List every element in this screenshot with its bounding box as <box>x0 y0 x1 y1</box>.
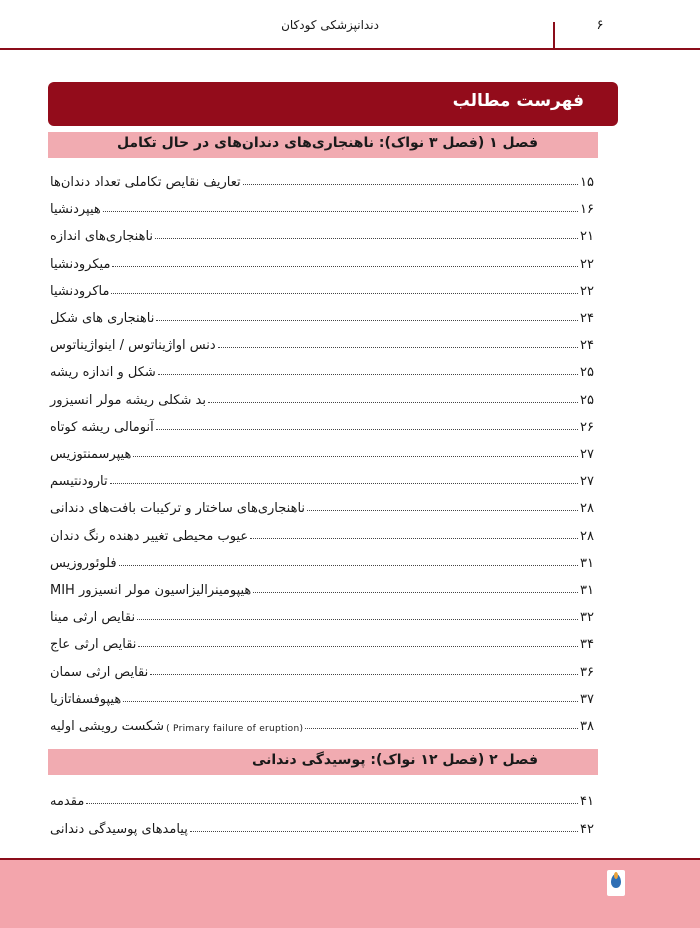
toc-entry-title: نقایص ارثی عاج <box>50 637 137 653</box>
dot-leader <box>190 830 578 832</box>
toc-entry-page: ۲۶ <box>580 419 594 435</box>
toc-entry[interactable] <box>48 576 600 598</box>
toc-entry[interactable] <box>48 658 600 680</box>
toc-entry-page: ۲۵ <box>580 365 594 381</box>
toc-entry-title: هیپوفسفاتازیا <box>50 691 122 707</box>
dot-leader <box>111 292 578 294</box>
toc-title: فهرست مطالب <box>452 91 584 111</box>
toc-entry-title: هیپرسمنتوزیس <box>50 447 132 462</box>
dot-leader <box>243 183 578 185</box>
toc-entry[interactable] <box>48 168 600 190</box>
dot-leader <box>156 319 578 321</box>
logo-flame-shape <box>614 872 618 879</box>
dot-leader <box>123 700 578 702</box>
chapter-label: فصل ۱ (فصل ۳ نواک): ناهنجاری‌های دندان‌های در حال تکامل <box>116 135 538 151</box>
running-header <box>0 0 700 50</box>
toc-entry-page: ۲۴ <box>580 338 594 354</box>
toc-entry[interactable] <box>48 304 600 326</box>
dot-leader <box>150 673 578 675</box>
toc-entry[interactable] <box>48 467 600 489</box>
header-separator <box>553 22 555 48</box>
toc-entry[interactable] <box>48 712 600 734</box>
toc-entry-title: عیوب محیطی تغییر دهنده رنگ دندان <box>50 528 249 544</box>
chapter-label: فصل ۲ (فصل ۱۲ نواک): پوسیدگی دندانی <box>251 752 538 768</box>
dot-leader <box>156 428 578 430</box>
dot-leader <box>133 455 578 457</box>
toc-entry[interactable] <box>48 630 600 652</box>
toc-entry-page: ۳۷ <box>580 691 594 707</box>
toc-entry[interactable] <box>48 277 600 299</box>
toc-entry-title: نقایص ارثی سمان <box>50 664 149 680</box>
toc-entry-page: ۳۸ <box>580 719 594 734</box>
toc-entry-title: ناهنجاری‌های اندازه <box>50 229 154 245</box>
toc-entry-page: ۲۲ <box>580 256 594 272</box>
toc-entry[interactable] <box>48 250 600 272</box>
dot-leader <box>119 564 578 566</box>
toc-entry-page: ۲۲ <box>580 283 594 299</box>
running-title: دندانپزشکی کودکان <box>281 18 379 32</box>
toc-entry[interactable] <box>48 603 600 625</box>
toc-entry[interactable] <box>48 331 600 353</box>
toc-entry[interactable] <box>48 522 600 544</box>
page-number: ۶ <box>596 18 604 33</box>
dot-leader <box>250 537 578 539</box>
toc-entry-title: تعاریف نقایص تکاملی تعداد دندان‌ها <box>50 175 241 190</box>
toc-entry-page: ۳۴ <box>580 637 594 653</box>
toc-entry-title: شکل و اندازه ریشه <box>50 365 156 381</box>
toc-entry-title: دنس اواژیناتوس / اینواژیناتوس <box>50 338 216 354</box>
toc-entry-page: ۲۴ <box>580 311 594 326</box>
toc-entry[interactable] <box>48 685 600 707</box>
dot-leader <box>307 509 578 511</box>
dot-leader <box>218 346 578 348</box>
toc-entry-page: ۳۱ <box>580 583 594 598</box>
dot-leader <box>110 482 578 484</box>
toc-entry-page: ۱۵ <box>580 175 594 190</box>
toc-title-banner <box>48 82 618 126</box>
toc-entry[interactable] <box>48 440 600 462</box>
dot-leader <box>103 210 578 212</box>
toc-entry-title: میکرودنشیا <box>50 256 111 272</box>
toc-entry[interactable] <box>48 815 600 837</box>
toc-entry-page: ۲۱ <box>580 229 594 245</box>
toc-entry-latin-term: ( Primary failure of eruption) <box>166 724 304 734</box>
dot-leader <box>253 591 578 593</box>
toc-entry-title: ناهنجاری‌های ساختار و ترکیبات بافت‌های دندانی <box>50 501 306 517</box>
toc-entry-page: ۳۲ <box>580 610 594 626</box>
dot-leader <box>208 401 578 403</box>
publisher-logo-icon <box>607 870 625 896</box>
toc-entry[interactable] <box>48 386 600 408</box>
toc-entry[interactable] <box>48 413 600 435</box>
dot-leader <box>86 802 578 804</box>
toc-entry-title: هیپردنشیا <box>50 202 101 218</box>
toc-entry-title: نقایص ارثی مینا <box>50 610 136 626</box>
toc-entry[interactable] <box>48 787 600 809</box>
toc-entry-title: آنومالی ریشه کوتاه <box>50 419 154 435</box>
toc-entry-title: بد شکلی ریشه مولر انسیزور <box>50 392 206 408</box>
toc-entry-title: ماکرودنشیا <box>50 283 110 299</box>
toc-entry-page: ۲۸ <box>580 528 594 544</box>
dot-leader <box>158 373 578 375</box>
chapter-heading-1[interactable] <box>48 132 598 158</box>
toc-entry-title: ناهنجاری های شکل <box>50 311 155 326</box>
toc-entry-title: هیپومینرالیزاسیون مولر انسیزور MIH <box>50 583 252 598</box>
toc-entry-page: ۳۶ <box>580 664 594 680</box>
toc-entry-title: مقدمه <box>50 794 85 809</box>
footer-band <box>0 860 700 928</box>
toc-entry[interactable] <box>48 222 600 244</box>
toc-entry-page: ۲۷ <box>580 474 594 490</box>
toc-entry-title: فلوئوروزیس <box>50 555 117 571</box>
header-rule <box>0 48 700 50</box>
toc-entry[interactable] <box>48 358 600 380</box>
toc-entry-page: ۱۶ <box>580 202 594 218</box>
dot-leader <box>305 727 578 729</box>
toc-entry-page: ۴۱ <box>580 794 594 809</box>
toc-entry-page: ۳۱ <box>580 555 594 571</box>
toc-entry-title: پیامدهای پوسیدگی دندانی <box>50 822 188 837</box>
toc-entry-page: ۲۵ <box>580 392 594 408</box>
dot-leader <box>112 265 578 267</box>
toc-entry[interactable] <box>48 494 600 516</box>
dot-leader <box>155 237 578 239</box>
dot-leader <box>138 645 578 647</box>
toc-entry[interactable] <box>48 549 600 571</box>
toc-entry[interactable] <box>48 195 600 217</box>
toc-entry-page: ۲۸ <box>580 501 594 517</box>
chapter-heading-2[interactable] <box>48 749 598 775</box>
toc-entry-title: شکست رویشی اولیه <box>50 719 165 734</box>
toc-entry-page: ۴۲ <box>580 822 594 837</box>
dot-leader <box>137 618 578 620</box>
toc-entry-title: تارودنتیسم <box>50 474 108 490</box>
toc-entry-page: ۲۷ <box>580 447 594 462</box>
